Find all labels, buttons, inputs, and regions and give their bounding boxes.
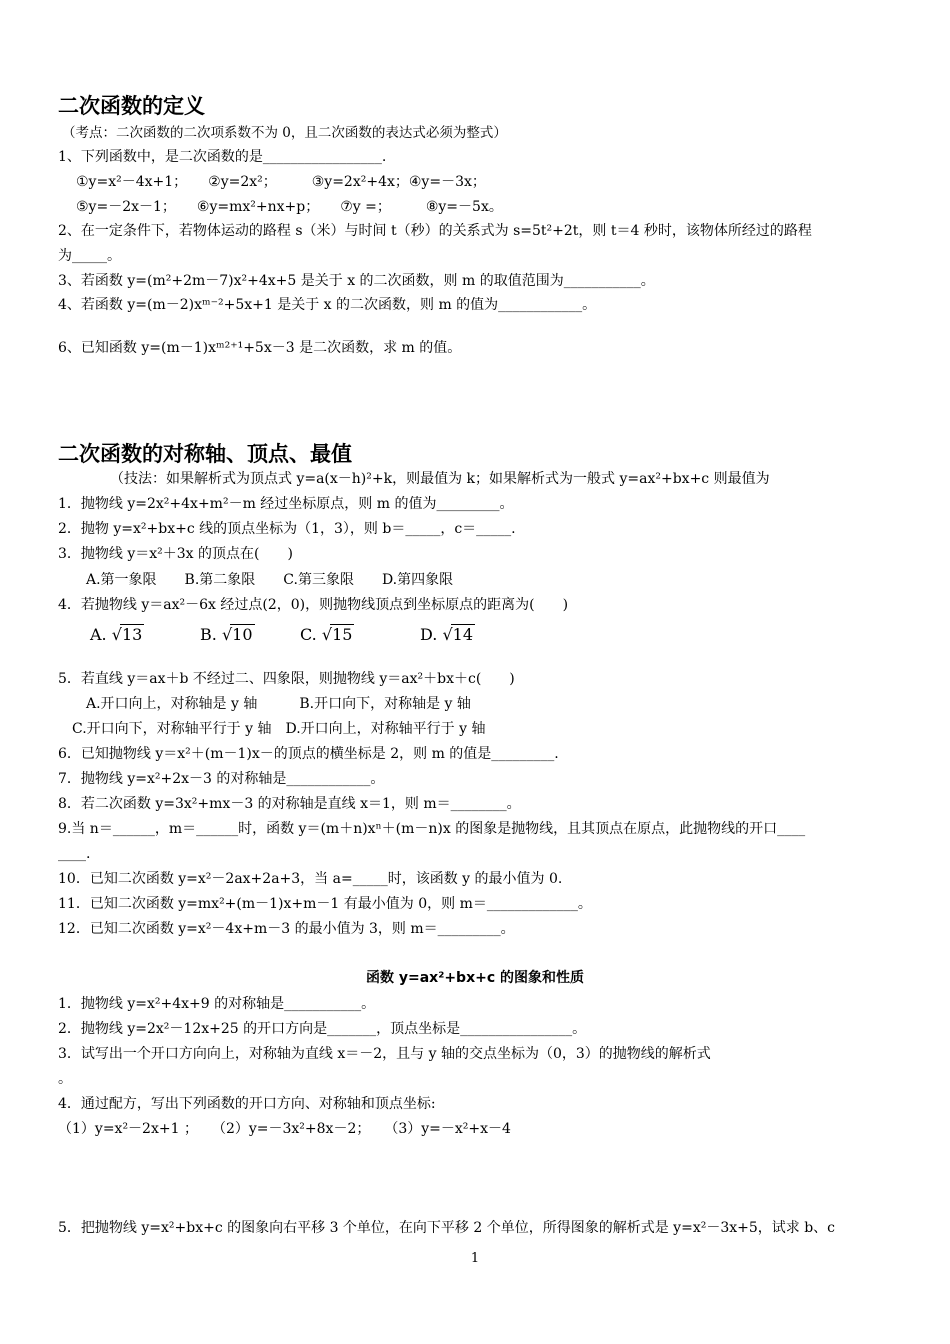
- s2-q4-option-b: [200, 624, 255, 645]
- s1-question-6: 6、已知函数 y=(m－1)xᵐ²⁺¹+5x－3 是二次函数，求 m 的值。: [58, 340, 462, 356]
- s3-question-3-line1: 3．试写出一个开口方向向上，对称轴为直线 x＝－2，且与 y 轴的交点坐标为（0，3）的抛物线的解析式: [58, 1046, 711, 1062]
- option-label: C.: [300, 625, 317, 644]
- s1-q1-options-row1: ①y=x²－4x+1； ②y=2x²； ③y=2x²+4x；④y=－3x；: [76, 174, 486, 190]
- sqrt-icon: √: [221, 625, 233, 644]
- section3-title: 函数 y=ax²+bx+c 的图象和性质: [365, 970, 585, 986]
- s2-question-6: 6．已知抛物线 y＝x²＋(m－1)x－的顶点的横坐标是 2，则 m 的值是_________.: [58, 746, 559, 762]
- s2-question-5: 5．若直线 y＝ax＋b 不经过二、四象限，则抛物线 y＝ax²＋bx＋c( ): [58, 671, 515, 687]
- option-label: B.: [200, 625, 217, 644]
- s2-q4-option-c: [300, 624, 354, 645]
- s2-question-3: 3．抛物线 y＝x²＋3x 的顶点在( ): [58, 546, 293, 562]
- option-label: A.: [90, 625, 107, 644]
- radicand: 13: [121, 625, 143, 644]
- s1-question-2-line1: 2、在一定条件下，若物体运动的路程 s（米）与时间 t（秒）的关系式为 s=5t²+2t，则 t＝4 秒时，该物体所经过的路程: [58, 223, 812, 239]
- section2-title: 二次函数的对称轴、顶点、最值: [58, 442, 352, 466]
- s1-question-1: 1、下列函数中，是二次函数的是_________________.: [58, 149, 387, 165]
- section2-note: （技法：如果解析式为顶点式 y=a(x－h)²+k，则最值为 k；如果解析式为一般式 y=ax²+bx+c 则最值为: [110, 471, 770, 487]
- sqrt-icon: √: [442, 625, 453, 644]
- s3-question-2: 2．抛物线 y=2x²－12x+25 的开口方向是_______，顶点坐标是________________。: [58, 1021, 587, 1037]
- s2-question-10: 10．已知二次函数 y=x²－2ax+2a+3，当 a=_____时，该函数 y 的最小值为 0.: [58, 871, 563, 887]
- radicand: 14: [452, 625, 473, 644]
- option-label: D.: [420, 625, 438, 644]
- s2-q5-options-row2: C.开口向下，对称轴平行于 y 轴 D.开口向上，对称轴平行于 y 轴: [58, 721, 486, 737]
- s2-question-7: 7．抛物线 y=x²+2x－3 的对称轴是____________。: [58, 771, 385, 787]
- s2-question-12: 12．已知二次函数 y=x²－4x+m－3 的最小值为 3，则 m＝_________。: [58, 921, 515, 937]
- radicand: 10: [232, 625, 253, 644]
- s2-question-1: 1．抛物线 y=2x²+4x+m²－m 经过坐标原点，则 m 的值为_________。: [58, 496, 514, 512]
- s2-q4-option-a: [90, 624, 144, 645]
- s3-q4-items: （1）y=x²－2x+1 ； （2）y=－3x²+8x－2； （3）y=－x²+x－4: [58, 1121, 511, 1137]
- s1-q1-options-row2: ⑤y=－2x－1； ⑥y=mx²+nx+p； ⑦y =； ⑧y=－5x。: [76, 199, 503, 215]
- s2-question-4: 4．若抛物线 y＝ax²－6x 经过点(2，0)，则抛物线顶点到坐标原点的距离为( ): [58, 597, 569, 613]
- section1-note: （考点：二次函数的二次项系数不为 0，且二次函数的表达式必须为整式）: [62, 125, 507, 141]
- s3-question-5: 5．把抛物线 y=x²+bx+c 的图象向右平移 3 个单位，在向下平移 2 个单位，所得图象的解析式是 y=x²－3x+5，试求 b、c: [58, 1220, 836, 1236]
- s3-question-1: 1．抛物线 y=x²+4x+9 的对称轴是___________。: [58, 996, 376, 1012]
- s2-q5-options-row1: A.开口向上，对称轴是 y 轴 B.开口向下，对称轴是 y 轴: [58, 696, 471, 712]
- s2-question-9-line2: ____.: [58, 846, 91, 862]
- radicand: 15: [332, 625, 353, 644]
- s1-question-4: 4、若函数 y=(m－2)xᵐ⁻²+5x+1 是关于 x 的二次函数，则 m 的值为____________。: [58, 297, 597, 313]
- s2-question-8: 8．若二次函数 y=3x²+mx－3 的对称轴是直线 x＝1，则 m＝________。: [58, 796, 521, 812]
- s2-q4-option-d: [420, 624, 475, 645]
- s2-q3-options: A.第一象限 B.第二象限 C.第三象限 D.第四象限: [58, 572, 454, 588]
- s3-question-4: 4．通过配方，写出下列函数的开口方向、对称轴和顶点坐标:: [58, 1096, 436, 1112]
- s2-question-11: 11．已知二次函数 y=mx²+(m－1)x+m－1 有最小值为 0，则 m＝_____________。: [58, 896, 592, 912]
- s2-question-9-line1: 9.当 n＝______，m＝______时，函数 y＝(m＋n)xⁿ＋(m－n)x 的图象是抛物线，且其顶点在原点，此抛物线的开口____: [58, 821, 806, 837]
- section1-title: 二次函数的定义: [58, 94, 205, 118]
- sqrt-icon: √: [111, 625, 122, 644]
- sqrt-icon: √: [321, 625, 333, 644]
- s2-question-2: 2．抛物 y=x²+bx+c 线的顶点坐标为（1，3），则 b＝_____，c＝_____.: [58, 521, 516, 537]
- s1-question-3: 3、若函数 y=(m²+2m－7)x²+4x+5 是关于 x 的二次函数，则 m 的取值范围为___________。: [58, 273, 655, 289]
- page-number: 1: [470, 1251, 480, 1266]
- s3-question-3-line2: 。: [58, 1071, 72, 1087]
- s1-question-2-line2: 为_____。: [58, 248, 121, 264]
